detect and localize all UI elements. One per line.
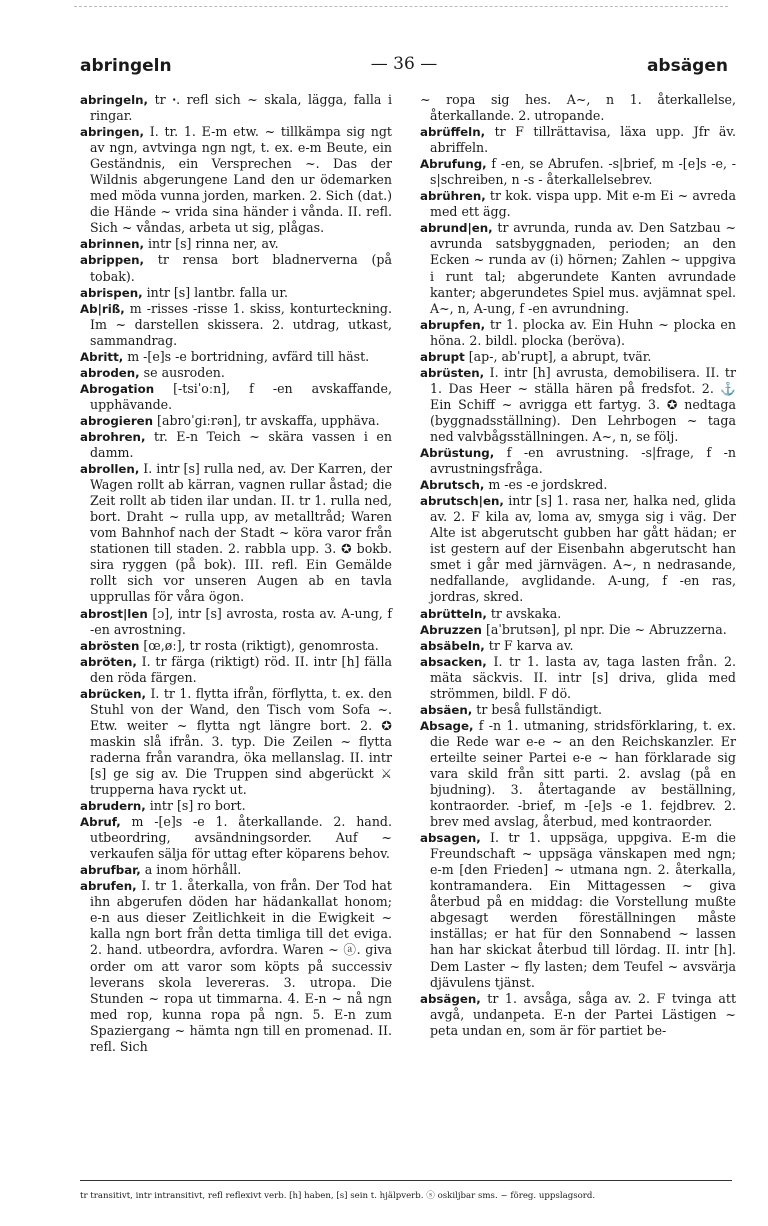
entry-headword: abrohren, [80,429,146,444]
entry-headword: absägen, [420,991,481,1006]
entry-definition: tr beså fullständigt. [472,701,603,717]
dictionary-entry [80,124,392,236]
entry-definition: tr ꞏ. refl sich ~ skala, lägga, falla i ringar. [90,92,392,124]
entry-headword: Absage, [420,718,474,733]
dictionary-entry [420,991,736,1039]
entry-headword: abrinnen, [80,237,144,252]
dictionary-entry [80,252,392,284]
entry-headword: Abrufung, [420,157,487,172]
dictionary-entry [80,878,392,1055]
entry-definition: intr [s] ro bort. [145,798,246,814]
top-edge-line [74,6,728,7]
entry-headword: abrufbar, [80,863,141,878]
dictionary-entry [420,317,736,349]
dictionary-entry [80,429,392,461]
entry-headword: abrösten [80,638,140,653]
header-last-word: absägen [646,56,728,76]
dictionary-entry [80,461,392,605]
dictionary-entry [420,365,736,445]
entry-headword: abrupfen, [420,317,486,332]
entry-definition: tr F tillrättavisa, läxa upp. Jfr äv. abriffeln. [430,124,736,156]
entry-definition: m -[e]s -e 1. återkallande. 2. hand. utbeordring, avsändningsorder. Auf ~ verkaufen sälja för uttag efter köparens behov. [90,814,392,862]
entry-definition: f -en, se Abrufen. -s|brief, m -[e]s -e, -s|schreiben, n -s - återkallelsebrev. [430,156,736,188]
dictionary-entry [420,220,736,316]
page-header [80,52,728,82]
right-column [420,92,736,1039]
dictionary-entry [80,862,392,878]
dictionary-entry [420,493,736,605]
entry-headword: Abrüstung, [420,446,495,461]
entry-headword: abrogieren [80,413,154,428]
dictionary-entry [80,798,392,814]
dictionary-entry [80,654,392,686]
dictionary-entry [420,92,736,124]
entry-definition: I. tr 1. uppsäga, uppgiva. E-m die Freundschaft ~ uppsäga vänskapen med ngn; e-m [den Frieden] ~ utmana ngn. 2. återkalla, kontramandera. Ein Mittagessen ~ giva återbud på en middag: die Vorstellung mußte abgesagt werden föreställningen måste inställas; er hat für den Sonnabend ~ lassen han har skickat återbud till lördag. II. intr [h]. Dem Laster ~ fly lasten; dem Teufel ~ avsvärja djävulens tjänst. [430,830,736,990]
entry-definition: I. tr 1. lasta av, taga lasten från. 2. mäta säckvis. II. intr [s] driva, glida med strömmen, bildl. F dö. [430,653,736,701]
entry-headword: abrufen, [80,879,137,894]
entry-headword: abrupt [420,349,465,364]
dictionary-entry [420,622,736,638]
dictionary-entry [80,285,392,301]
entry-definition: [aˈbrutsən], pl npr. Die ~ Abruzzerna. [481,621,727,637]
entry-definition: m -[e]s -e bortridning, avfärd till häst. [123,348,370,364]
dictionary-entry [80,606,392,638]
entry-headword: absacken, [420,654,487,669]
entry-headword: abroden, [80,365,140,380]
abbreviation-legend: tr transitivt, intr intransitivt, refl reflexivt verb. [h] haben, [s] sein t. hjälpverb. ⓢ oskiljbar sms. ~ föreg. uppslagsord. [80,1180,732,1201]
dictionary-entry [80,301,392,349]
dictionary-entry [80,236,392,252]
entry-definition: [-tsiˈoːn], f -en avskaffande, upphävande. [90,380,392,412]
entry-headword: Abritt, [80,349,124,364]
dictionary-entry [420,638,736,654]
entry-headword: absagen, [420,831,481,846]
entry-definition: tr 1. avsåga, såga av. 2. F tvinga att avgå, undanpeta. E-n der Partei Lästigen ~ peta undan en, som är för partiet be- [430,990,736,1038]
entry-headword: absäen, [420,702,473,717]
dictionary-entry [420,188,736,220]
entry-definition: ~ ropa sig hes. A~, n 1. återkallelse, återkallande. 2. utropande. [420,92,736,124]
entry-headword: abrispen, [80,285,143,300]
entry-definition: m -risses -risse 1. skiss, konturteckning. Im ~ darstellen skissera. 2. utdrag, utkast, sammandrag. [90,300,392,348]
entry-definition: f -n 1. utmaning, stridsförklaring, t. ex. die Rede war e-e ~ an den Reichskanzler. Er erteilte seiner Partei e-e ~ han förklarade sig vara skild från sitt parti. 2. avslag (på en bjudning). 3. återtagande av beställning, kontraorder. -brief, m -[e]s -e 1. fejdbrev. 2. brev med avslag, återbud, med kontraorder. [430,717,736,830]
dictionary-entry [80,814,392,862]
entry-headword: abrücken, [80,686,147,701]
entry-headword: abrudern, [80,799,146,814]
entry-definition: I. tr 1. återkalla, von från. Der Tod hat ihn abgerufen döden har hädankallat honom; e-n aus dieser Zeitlichkeit in die Ewigkeit ~ kalla ngn bort från detta timliga till det eviga. 2. hand. utbeordra, avfordra. Waren ~ ⓐ. giva order om att varor som köpts på successiv leverans skola levereras. 3. utropa. Die Stunden ~ ropa ut timmarna. 4. E-n ~ nå ngn med rop, kunna ropa på ngn. 5. E-n zum Spaziergang ~ hämta ngn till en promenad. II. refl. Sich [90,878,392,1054]
entry-definition: f -en avrustning. -s|frage, f -n avrustningsfråga. [430,445,736,477]
dictionary-entry [80,413,392,429]
dictionary-entry [80,92,392,124]
entry-definition: [abroˈgiːrən], tr avskaffa, upphäva. [153,412,380,428]
entry-headword: Abrogation [80,381,155,396]
dictionary-entry [420,702,736,718]
entry-headword: abrollen, [80,462,140,477]
entry-headword: abrund|en, [420,221,493,236]
entry-definition: tr kok. vispa upp. Mit e-m Ei ~ avreda med ett ägg. [430,188,736,220]
entry-headword: Ab|riß, [80,301,125,316]
entry-definition: [œ,øː], tr rosta (riktigt), genomrosta. [139,637,379,653]
entry-headword: abröten, [80,654,137,669]
dictionary-entry [420,124,736,156]
dictionary-entry [420,156,736,188]
dictionary-entry [80,349,392,365]
dictionary-entry [80,638,392,654]
entry-headword: abrüffeln, [420,125,486,140]
entry-definition: tr rensa bort bladnerverna (på tobak). [90,252,392,284]
entry-definition: intr [s] 1. rasa ner, halka ned, glida av. 2. F kila av, loma av, smyga sig i väg. Der Alte ist abgerutscht gubben har gått hädan; er ist gestern auf der Eisenbahn abgerutscht han smet i går med järnvägen. A~, n nedrasande, nedfallande, avglidande. A-ung, f -en ras, jordras, skred. [430,493,736,605]
entry-definition: I. tr 1. flytta ifrån, förflytta, t. ex. den Stuhl von der Wand, den Tisch vom Sofa ~. Etw. weiter ~ flytta ngt längre bort. 2. ✪ maskin slå ifrån. 3. typ. Die Zeilen ~ flytta raderna från varandra, öka mellanslag. II. intr [s] ge sig av. Die Truppen sind abgerückt ⚔ trupperna hava ryckt ut. [90,685,392,798]
entry-definition: I. intr [h] avrusta, demobilisera. II. tr 1. Das Heer ~ ställa hären på fredsfot. 2. ⚓ Ein Schiff ~ avrigga ett fartyg. 3. ✪ nedtaga (byggnadsställning). Den Lehrbogen ~ taga ned valvbågsställningen. A~, n, se följ. [430,364,736,444]
entry-headword: abrühren, [420,189,486,204]
entry-headword: Abruzzen [420,622,482,637]
entry-headword: abringeln, [80,93,149,107]
entry-headword: absäbeln, [420,638,485,653]
page-number: — 36 — [370,54,438,74]
entry-definition: a inom hörhåll. [140,862,242,878]
entry-definition: intr [s] rinna ner, av. [143,236,279,252]
entry-definition: [ɔ], intr [s] avrosta, rosta av. A-ung, f -en avrostning. [90,605,392,637]
entry-headword: Abruf, [80,815,121,830]
dictionary-entry [420,606,736,622]
entry-definition: tr avskaka. [486,605,562,621]
entry-headword: abrütteln, [420,606,487,621]
entry-headword: abrippen, [80,253,145,268]
dictionary-entry [420,718,736,830]
entry-definition: se ausroden. [139,364,225,380]
left-column [80,92,392,1055]
dictionary-entry [420,349,736,365]
entry-headword: Abrutsch, [420,478,485,493]
entry-definition: I. tr. 1. E-m etw. ~ tillkämpa sig ngt av ngn, avtvinga ngn ngt, t. ex. e-m Beute, ein Geständnis, ein Versprechen ~. Das der Wildnis abgerungene Land den ur ödemarken med möda vunna jorden, marken. 2. Sich (dat.) die Hände ~ vrida sina händer i vånda. II. refl. Sich ~ våndas, arbeta ut sig, plågas. [90,124,392,236]
dictionary-entry [80,381,392,413]
entry-definition: tr. E-n Teich ~ skära vassen i en damm. [90,428,392,461]
entry-definition: m -es -e jordskred. [484,477,608,493]
entry-headword: abrost|len [80,606,148,621]
entry-headword: abringen, [80,125,144,140]
entry-definition: [ap-, abˈrupt], a abrupt, tvär. [464,348,652,364]
dictionary-entry [80,686,392,798]
header-first-word: abringeln [80,56,172,76]
entry-definition: tr F karva av. [484,637,574,653]
entry-headword: abrutsch|en, [420,494,504,509]
dictionary-entry [420,445,736,477]
dictionary-entry [420,654,736,702]
entry-definition: tr 1. plocka av. Ein Huhn ~ plocka en höna. 2. bildl. plocka (beröva). [430,316,736,348]
entry-headword: abrüsten, [420,365,485,380]
entry-definition: intr [s] lantbr. falla ur. [142,284,289,300]
dictionary-entry [420,477,736,493]
entry-definition: I. tr färga (riktigt) röd. II. intr [h] fälla den röda färgen. [90,653,392,685]
entry-definition: tr avrunda, runda av. Den Satzbau ~ avrunda satsbyggnaden, perioden; an den Ecken ~ runda av (i) hörnen; Zahlen ~ uppgiva i runt tal; abgerundete Kanten avrundade kanter; abgerundetes Spiel mus. avjämnat spel. A~, n, A-ung, f -en avrundning. [430,220,736,316]
dictionary-entry [420,830,736,990]
dictionary-entry [80,365,392,381]
entry-definition: I. intr [s] rulla ned, av. Der Karren, der Wagen rollt ab kärran, vagnen rullar åstad; die Zeit rollt ab tiden ilar undan. II. tr 1. rulla ned, bort. Draht ~ rulla upp, av metalltråd; Waren vom Bahnhof nach der Stadt ~ köra varor från stationen till staden. 2. rabbla upp. 3. ✪ bokb. sira ryggen (på bok). III. refl. Ein Gemälde rollt sich vor unseren Augen ab en tavla upprullas för våra ögon. [90,461,392,605]
